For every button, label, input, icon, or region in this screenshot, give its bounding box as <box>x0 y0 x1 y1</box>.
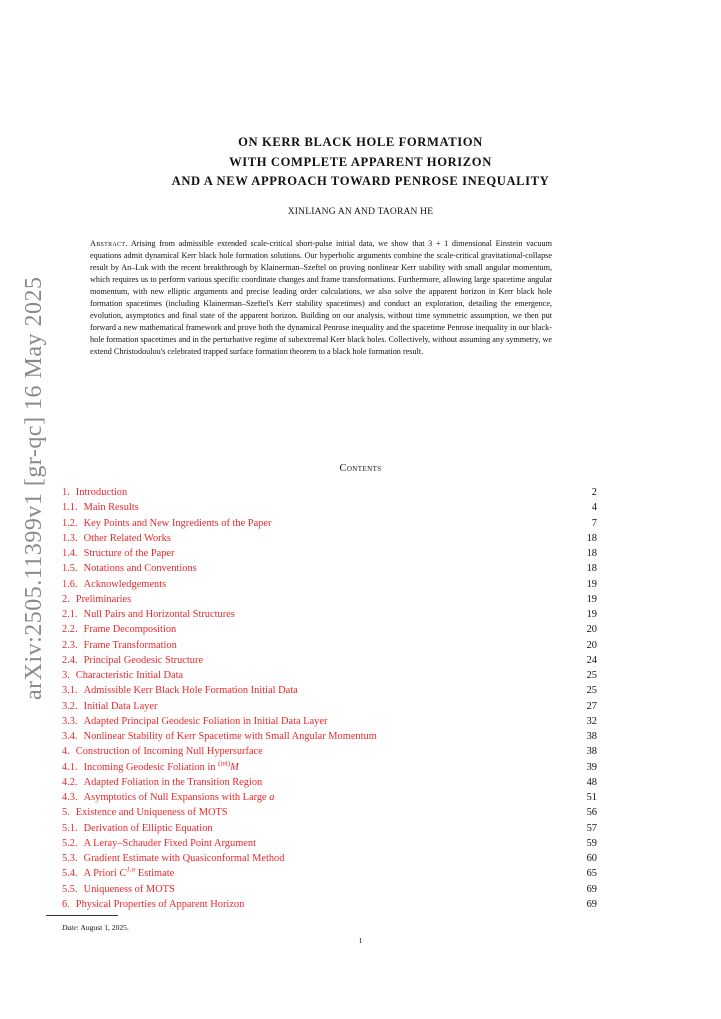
toc-entry[interactable] <box>62 897 597 912</box>
toc-entry-page: 60 <box>586 853 597 864</box>
toc-entry[interactable] <box>62 622 597 637</box>
toc-entry-number[interactable]: 5.2. <box>62 837 78 849</box>
toc-entry-title[interactable]: Other Related Works <box>83 532 171 544</box>
toc-entry-page: 25 <box>586 685 597 697</box>
paper-title <box>0 133 721 192</box>
toc-entry-number[interactable]: 5.5. <box>62 883 78 895</box>
toc-entry-number[interactable]: 4.1. <box>62 761 78 773</box>
toc-entry-page: 51 <box>586 792 597 803</box>
toc-entry-link[interactable] <box>84 655 203 666</box>
toc-entry[interactable] <box>62 638 597 653</box>
toc-entry-page: 4 <box>591 502 597 514</box>
toc-entry-number[interactable]: 2. <box>62 593 70 605</box>
toc-entry[interactable] <box>62 699 597 714</box>
toc-entry-title[interactable]: Initial Data Layer <box>83 700 158 712</box>
toc-entry-title[interactable]: Adapted Principal Geodesic Foliation in Initial Data Layer <box>83 715 328 727</box>
toc-entry-title[interactable]: Incoming Geodesic Foliation in <box>83 761 219 773</box>
toc-entry[interactable] <box>62 821 597 836</box>
toc-entry[interactable] <box>62 653 597 668</box>
toc-entry-title[interactable]: Frame Transformation <box>83 639 177 651</box>
toc-entry-number[interactable]: 2.4. <box>62 654 78 666</box>
toc-entry-math[interactable]: a <box>269 792 275 803</box>
toc-entry-number[interactable]: 2.3. <box>62 639 78 651</box>
toc-entry-number[interactable]: 4.2. <box>62 776 78 788</box>
toc-entry-number[interactable]: 5. <box>62 807 70 819</box>
toc-entry-number[interactable]: 1.4. <box>62 548 78 559</box>
toc-entry-link[interactable] <box>84 838 256 849</box>
toc-entry-title[interactable]: Gradient Estimate with Quasiconformal Method <box>83 853 285 864</box>
toc-entry[interactable] <box>62 760 597 775</box>
toc-entry-page: 59 <box>586 837 597 849</box>
toc-entry-link[interactable] <box>84 624 177 635</box>
footnote-label: Date <box>62 923 77 932</box>
toc-entry-title[interactable]: Null Pairs and Horizontal Structures <box>83 609 235 620</box>
toc-entry-link[interactable] <box>84 548 175 559</box>
toc-entry[interactable] <box>62 561 597 576</box>
toc-entry-title[interactable]: Main Results <box>83 502 139 514</box>
toc-entry-link[interactable] <box>84 533 171 544</box>
toc-entry[interactable] <box>62 744 597 759</box>
toc-entry-math[interactable]: M <box>230 761 239 773</box>
date-footnote <box>62 923 129 932</box>
toc-entry[interactable] <box>62 531 597 546</box>
toc-entry-link[interactable] <box>84 792 275 803</box>
toc-entry-page: 18 <box>586 532 597 544</box>
toc-entry-page: 20 <box>586 639 597 651</box>
toc-entry[interactable] <box>62 546 597 561</box>
toc-entry-page: 7 <box>591 517 597 529</box>
toc-entry-title[interactable]: Construction of Incoming Null Hypersurface <box>75 746 263 758</box>
toc-entry-page: 18 <box>586 548 597 559</box>
paper-authors: XINLIANG AN AND TAORAN HE <box>287 207 434 217</box>
title-line: WITH COMPLETE APPARENT HORIZON <box>229 154 492 169</box>
toc-entry-link[interactable] <box>84 777 263 788</box>
toc-entry-title[interactable]: Nonlinear Stability of Kerr Spacetime with Small Angular Momentum <box>83 731 377 742</box>
toc-entry-superscript[interactable]: (int) <box>218 759 231 768</box>
toc-entry-link[interactable] <box>84 518 272 529</box>
toc-entry-page: 19 <box>586 609 597 620</box>
toc-entry-number[interactable]: 5.4. <box>62 868 78 880</box>
toc-entry-link[interactable] <box>84 731 377 742</box>
toc-entry-title-end[interactable]: Estimate <box>135 868 175 880</box>
toc-entry-number[interactable]: 3.3. <box>62 715 78 727</box>
toc-entry-title[interactable]: Structure of the Paper <box>83 548 175 559</box>
toc-entry-number[interactable]: 2.2. <box>62 624 78 636</box>
toc-entry[interactable] <box>62 882 597 897</box>
toc-entry-number[interactable]: 1.1. <box>62 502 78 514</box>
toc-entry-number[interactable]: 3.2. <box>62 700 78 712</box>
abstract <box>90 238 552 358</box>
toc-entry[interactable] <box>62 866 597 881</box>
toc-entry-title[interactable]: Introduction <box>75 487 128 498</box>
toc-entry[interactable] <box>62 775 597 790</box>
toc-entry-page: 48 <box>586 776 597 788</box>
toc-entry[interactable] <box>62 836 597 851</box>
toc-entry-number[interactable]: 1.6. <box>62 578 78 590</box>
toc-entry-number[interactable]: 5.3. <box>62 853 78 864</box>
toc-entry-page: 19 <box>586 578 597 590</box>
toc-entry[interactable] <box>62 668 597 683</box>
toc-entry-title[interactable]: Principal Geodesic Structure <box>83 654 204 666</box>
toc-entry[interactable] <box>62 485 597 500</box>
toc-entry[interactable] <box>62 500 597 515</box>
toc-entry-title[interactable]: Adapted Foliation in the Transition Region <box>83 776 263 788</box>
toc-entry-page: 2 <box>591 487 597 498</box>
toc-entry-link[interactable] <box>76 899 245 910</box>
toc-entry-link[interactable] <box>76 807 228 818</box>
toc-entry-number[interactable]: 1.2. <box>62 517 78 529</box>
toc-entry-title[interactable]: Admissible Kerr Black Hole Formation Initial Data <box>83 685 298 697</box>
toc-entry[interactable] <box>62 714 597 729</box>
toc-entry-number[interactable]: 3.4. <box>62 731 78 742</box>
toc-entry-link[interactable] <box>83 759 239 773</box>
toc-entry-number[interactable]: 4.3. <box>62 792 78 803</box>
contents-heading: Contents <box>339 463 382 474</box>
toc-entry-title[interactable]: Acknowledgements <box>83 578 167 590</box>
toc-entry-page: 18 <box>586 563 597 575</box>
toc-entry-title[interactable]: Physical Properties of Apparent Horizon <box>75 898 245 910</box>
toc-entry-link[interactable] <box>84 640 177 651</box>
toc-entry-title[interactable]: Preliminaries <box>75 593 132 605</box>
toc-entry-link[interactable] <box>84 716 328 727</box>
toc-entry-title[interactable]: Key Points and New Ingredients of the Paper <box>83 517 272 529</box>
toc-entry-number[interactable]: 3. <box>62 670 70 681</box>
toc-entry-link[interactable] <box>84 884 175 895</box>
toc-entry-link[interactable] <box>84 701 158 712</box>
toc-entry[interactable] <box>62 805 597 820</box>
toc-entry[interactable] <box>62 729 597 744</box>
toc-entry-title[interactable]: A Leray–Schauder Fixed Point Argument <box>83 837 256 849</box>
toc-entry-title[interactable]: Uniqueness of MOTS <box>83 883 175 895</box>
page-number: 1 <box>358 936 363 945</box>
toc-entry-page: 27 <box>586 700 597 712</box>
toc-entry-page: 38 <box>586 746 597 758</box>
arxiv-identifier-stamp: arXiv:2505.11399v1 [gr-qc] 16 May 2025 <box>21 276 47 700</box>
toc-entry-link[interactable] <box>76 670 183 681</box>
toc-entry-link[interactable] <box>84 823 213 834</box>
toc-entry-number[interactable]: 2.1. <box>62 609 78 620</box>
toc-entry-title[interactable]: Asymptotics of Null Expansions with Large <box>83 792 270 803</box>
toc-entry-math[interactable]: C <box>119 868 127 880</box>
toc-entry-page: 65 <box>586 868 597 880</box>
toc-entry-number[interactable]: 1.5. <box>62 563 78 575</box>
toc-entry[interactable] <box>62 683 597 698</box>
toc-entry-page: 20 <box>586 624 597 636</box>
toc-entry-number[interactable]: 5.1. <box>62 822 78 834</box>
toc-entry[interactable] <box>62 592 597 607</box>
toc-entry-link[interactable] <box>84 685 298 696</box>
toc-entry-title[interactable]: A Priori <box>83 868 120 880</box>
toc-entry-number[interactable]: 1.3. <box>62 532 78 544</box>
abstract-text: Arising from admissible extended scale-critical short-pulse initial data, we show that 3 + 1 dimensional Einstein vacuum equations admit dynamical Kerr black hole formation solutions. Our hyperbolic arguments combine the scale-critical gravitational-collapse result by An–Luk with the recent breakthrough by Klainerman–Szeftel on proving nonlinear Kerr stability with small angular momentum, which requires us to perform various specific coordinate changes and frame transformations. Furthermore, allowing large spacetime angular momentum, with new elliptic arguments and precise leading order calculations, we also solve the apparent horizon in Kerr black hole formation spacetimes (including Klainerman–Szeftel's Kerr stability spacetimes) and conduct an exploration, detailing the emergence, evolution, asymptotics and final state of the apparent horizon. Building on our analysis, without time symmetric assumption, we then put forward a new mathematical framework and prove both the dynamical Penrose inequality and the spacetime Penrose inequality in our black-hole formation spacetimes and in the perturbative regime of subextremal Kerr black holes. Collectively, without assuming any symmetry, we extend Christodoulou's celebrated trapped surface formation theorem to a black hole formation result. <box>90 239 552 356</box>
toc-entry-link[interactable] <box>84 563 197 574</box>
toc-entry[interactable] <box>62 790 597 805</box>
toc-entry[interactable] <box>62 851 597 866</box>
toc-entry-page: 38 <box>586 731 597 742</box>
toc-entry-title[interactable]: Characteristic Initial Data <box>75 670 184 681</box>
footnote-rule <box>46 915 118 916</box>
toc-entry-link[interactable] <box>84 502 139 513</box>
table-of-contents <box>62 485 597 912</box>
toc-entry-page: 19 <box>586 593 597 605</box>
toc-entry-number[interactable]: 1. <box>62 487 70 498</box>
toc-entry-number[interactable]: 4. <box>62 746 70 758</box>
toc-entry[interactable] <box>62 577 597 592</box>
toc-entry-page: 32 <box>586 715 597 727</box>
toc-entry-page: 39 <box>586 761 597 773</box>
toc-entry[interactable] <box>62 516 597 531</box>
toc-entry-page: 56 <box>586 807 597 819</box>
toc-entry-page: 24 <box>586 654 597 666</box>
toc-entry-link[interactable] <box>76 746 263 757</box>
toc-entry-link[interactable] <box>84 579 167 590</box>
toc-entry-link[interactable] <box>76 594 131 605</box>
toc-entry-page: 25 <box>586 670 597 681</box>
title-line: AND A NEW APPROACH TOWARD PENROSE INEQUALITY <box>171 174 550 188</box>
toc-entry[interactable] <box>62 607 597 622</box>
toc-entry-math-superscript[interactable]: 1,α <box>126 865 136 874</box>
title-line: ON KERR BLACK HOLE FORMATION <box>238 135 483 149</box>
toc-entry-link[interactable] <box>76 487 127 498</box>
toc-entry-link[interactable] <box>84 853 285 864</box>
abstract-label: Abstract. <box>90 239 128 248</box>
toc-entry-title[interactable]: Derivation of Elliptic Equation <box>83 822 213 834</box>
toc-entry-link[interactable] <box>84 609 235 620</box>
toc-entry-number[interactable]: 3.1. <box>62 685 78 697</box>
toc-entry-number[interactable]: 6. <box>62 898 70 910</box>
toc-entry-title[interactable]: Frame Decomposition <box>83 624 177 636</box>
toc-entry-page: 69 <box>586 883 597 895</box>
toc-entry-title[interactable]: Existence and Uniqueness of MOTS <box>75 807 228 819</box>
toc-entry-page: 69 <box>586 898 597 910</box>
toc-entry-page: 57 <box>586 822 597 834</box>
footnote-text: : August 1, 2025. <box>76 923 129 932</box>
toc-entry-link[interactable] <box>83 865 175 880</box>
toc-entry-title[interactable]: Notations and Conventions <box>83 563 197 575</box>
